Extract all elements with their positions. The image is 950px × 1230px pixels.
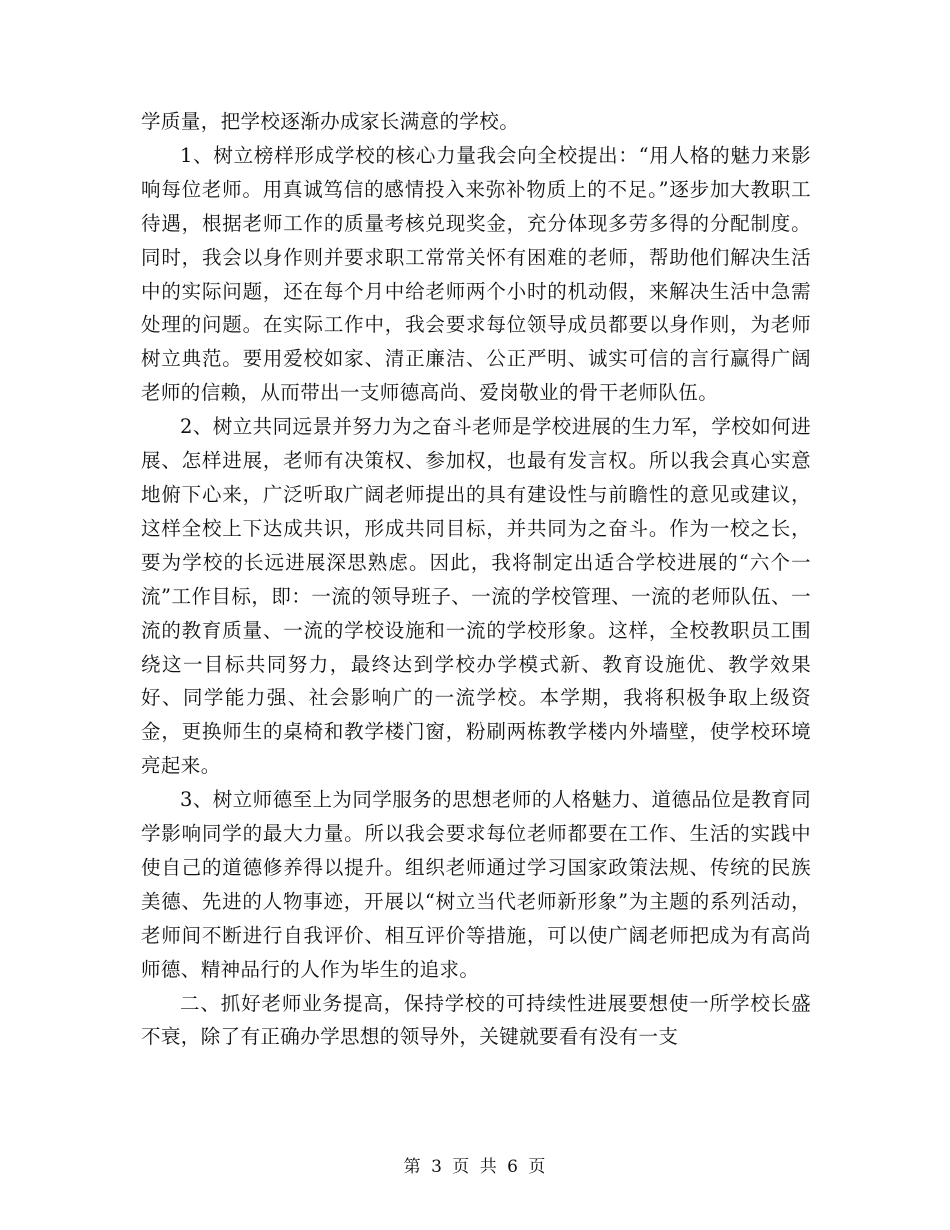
paragraph-shared-vision: 2、树立共同远景并努力为之奋斗老师是学校进展的生力军，学校如何进展、怎样进展，老师有决策权、参加权，也最有发言权。所以我会真心实意地俯下心来，广泛听取广阔老师提出的具有建设性与前瞻性的意见或建议，这样全校上下达成共识，形成共同目标，并共同为之奋斗。作为一校之长，要为学校的长远进展深思熟虑。因此，我将制定出适合学校进展的“六个一流”工作目标，即：一流的领导班子、一流的学校管理、一流的老师队伍、一流的教育质量、一流的学校设施和一流的学校形象。这样，全校教职员工围绕这一目标共同努力，最终达到学校办学模式新、教育设施优、教学效果好、同学能力强、社会影响广的一流学校。本学期，我将积极争取上级资金，更换师生的桌椅和教学楼门窗，粉刷两栋教学楼内外墙壁，使学校环境亮起来。 [141,415,811,778]
paragraph-teacher-development: 二、抓好老师业务提高，保持学校的可持续性进展要想使一所学校长盛不衰，除了有正确办学思想的领导外，关键就要看有没有一支 [141,991,811,1049]
body-text [141,105,811,1054]
paragraph-continued: 学质量，把学校逐渐办成家长满意的学校。 [141,110,520,133]
page-number-footer: 第 3 页 共 6 页 [403,1157,547,1177]
paragraph-role-model: 1、树立榜样形成学校的核心力量我会向全校提出：“用人格的魅力来影响每位老师。用真诚笃信的感情投入来弥补物质上的不足。”逐步加大教职工待遇，根据老师工作的质量考核兑现奖金，充分体现多劳多得的分配制度。同时，我会以身作则并要求职工常常关怀有困难的老师，帮助他们解决生活中的实际问题，还在每个月中给老师两个小时的机动假，来解决生活中急需处理的问题。在实际工作中，我会要求每位领导成员都要以身作则，为老师树立典范。要用爱校如家、清正廉洁、公正严明、诚实可信的言行赢得广阔老师的信赖，从而带出一支师德高尚、爱岗敬业的骨干老师队伍。 [141,143,811,405]
paragraph-teacher-ethics: 3、树立师德至上为同学服务的思想老师的人格魅力、道德品位是教育同学影响同学的最大力量。所以我会要求每位老师都要在工作、生活的实践中使自己的道德修养得以提升。组织老师通过学习国家政策法规、传统的民族美德、先进的人物事迹，开展以“树立当代老师新形象”为主题的系列活动，老师间不断进行自我评价、相互评价等措施，可以使广阔老师把成为有高尚师德、精神品行的人作为毕生的追求。 [141,788,811,981]
